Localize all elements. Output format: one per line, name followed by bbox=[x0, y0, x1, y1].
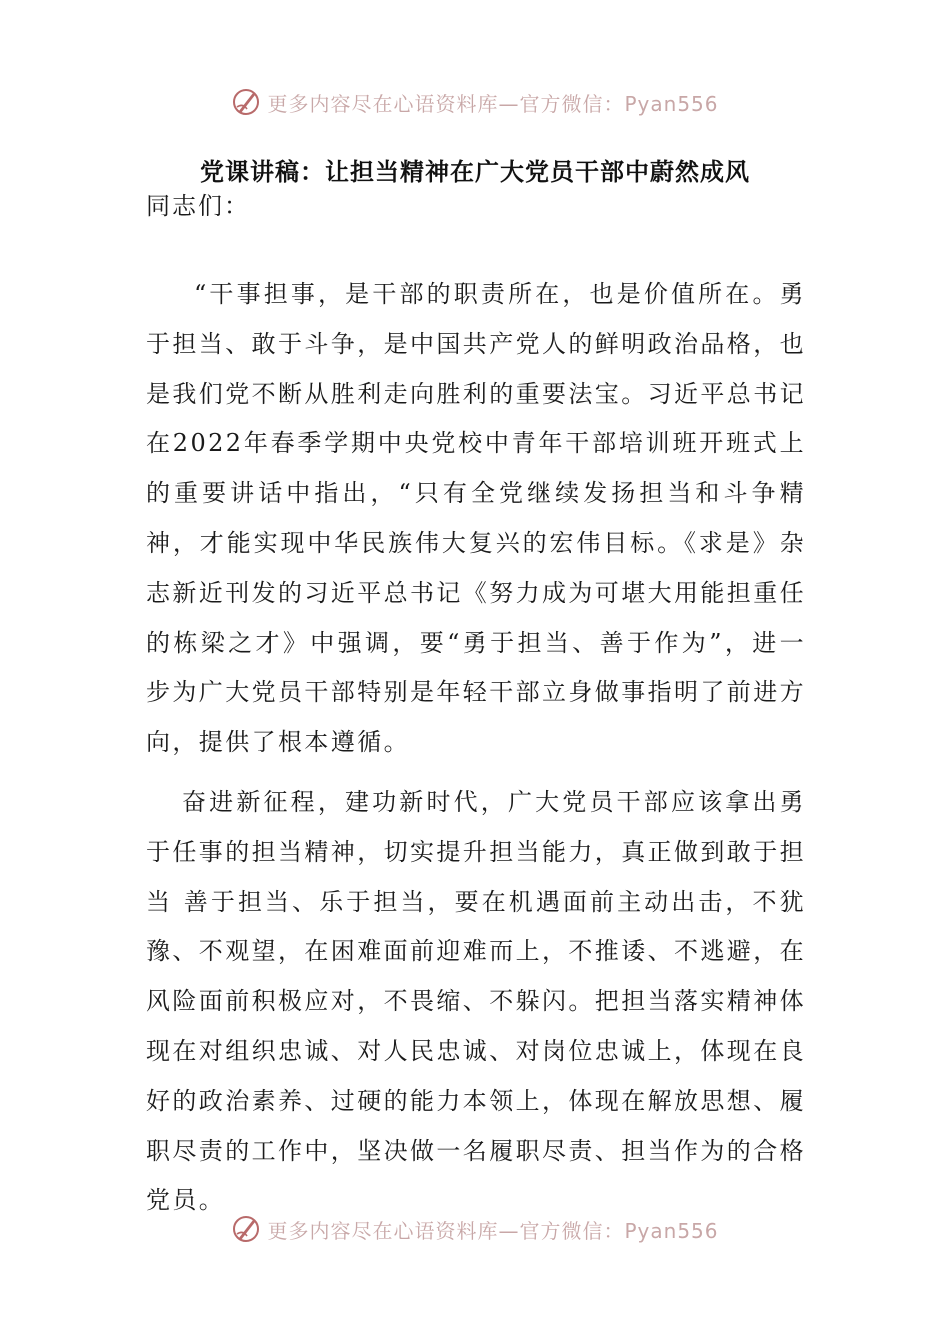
document-title: 党课讲稿：让担当精神在广大党员干部中蔚然成风 bbox=[200, 158, 750, 186]
footer-banner bbox=[0, 1211, 950, 1247]
quill-pen-logo-icon bbox=[231, 1214, 261, 1244]
quill-pen-logo-icon bbox=[231, 87, 261, 117]
body-paragraph-1: “干事担事，是干部的职责所在，也是价值所在。勇于担当、敢于斗争，是中国共产党人的鲜明政治品格，也是我们党不断从胜利走向胜利的重要法宝。习近平总书记在2022年春季学期中央党校中青年干部培训班开班式上的重要讲话中指出，“只有全党继续发扬担当和斗争精神，才能实现中华民族伟大复兴的宏伟目标。《求是》杂志新近刊发的习近平总书记《努力成为可堪大用能担重任的栋梁之才》中强调，要“勇于担当、善于作为”，进一步为广大党员干部特别是年轻干部立身做事指明了前进方向，提供了根本遵循。 bbox=[146, 280, 806, 757]
wechat-id: Pyan556 bbox=[624, 91, 719, 116]
body-paragraph-2: 奋进新征程，建功新时代，广大党员干部应该拿出勇于任事的担当精神，切实提升担当能力，真正做到敢于担当 善于担当、乐于担当，要在机遇面前主动出击，不犹豫、不观望，在困难面前迎难而上，不推诿、不逃避，在风险面前积极应对，不畏缩、不躲闪。把担当落实精神体现在对组织忠诚、对人民忠诚、对岗位忠诚上，体现在良好的政治素养、过硬的能力本领上，体现在解放思想、履职尽责的工作中，坚决做一名履职尽责、担当作为的合格党员。 bbox=[146, 788, 806, 1215]
salutation: 同志们： bbox=[146, 192, 250, 220]
header-banner-text: 更多内容尽在心语资料库—官方微信：Pyan556 bbox=[267, 91, 719, 116]
wechat-id: Pyan556 bbox=[624, 1218, 719, 1243]
header-banner bbox=[0, 84, 950, 120]
footer-banner-text: 更多内容尽在心语资料库—官方微信：Pyan556 bbox=[267, 1218, 719, 1243]
